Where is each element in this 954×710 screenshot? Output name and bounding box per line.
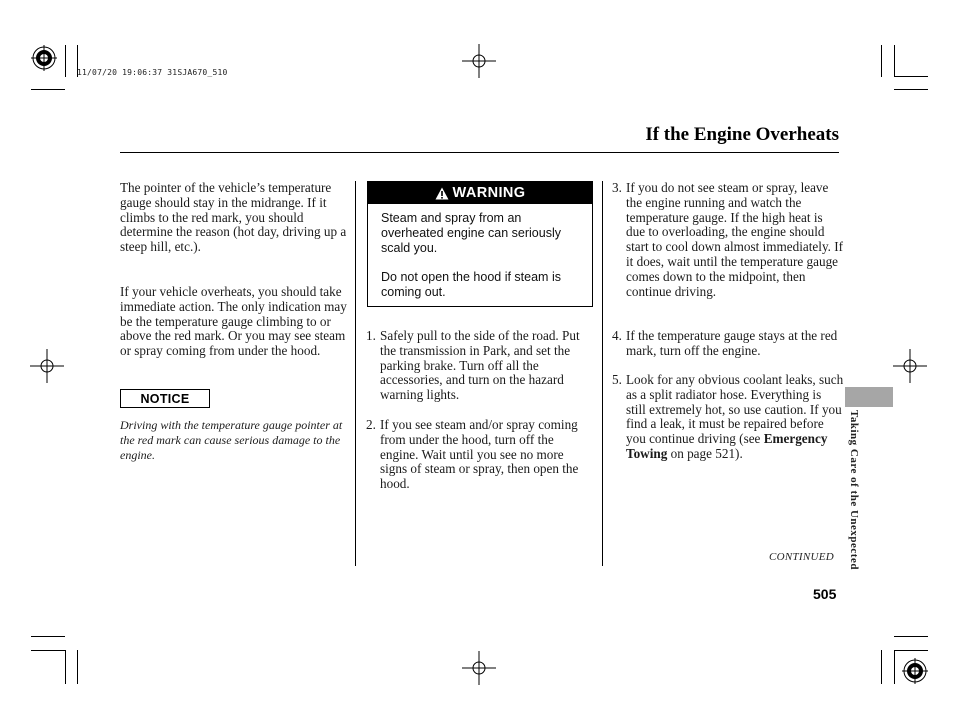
section-tab [845,387,893,407]
step-number: 3. [612,180,622,195]
warning-line: Steam and spray from an overheated engine can seriously scald you. [381,211,561,255]
print-stamp: 11/07/20 19:06:37 31SJA670_510 [77,68,228,77]
registration-target-icon [31,45,57,71]
notice-text: Driving with the temperature gauge pointer at the red mark can cause serious damage to the engine. [120,418,343,462]
cross-reference-link[interactable]: Emergency Towing [626,431,828,461]
list-item [366,329,592,403]
list-item [366,418,592,492]
step-number: 1. [366,328,376,343]
step-number: 4. [612,328,622,343]
crosshair-icon [462,651,496,685]
intro-paragraph: The pointer of the vehicle’s temperature gauge should stay in the midrange. If it climbs to the red mark, you should determine the reason (hot day, driving up a steep hill, etc.). [120,180,347,255]
step-text: If you do not see steam or spray, leave the engine running and watch the temperature gauge. If the high heat is due to overloading, the engine should start to cool down almost immediately. If it does, wait until the temperature gauge comes down to the midpoint, then continue driving. [626,180,844,299]
notice-label: NOTICE [140,391,190,406]
list-item [612,373,844,462]
warning-line: Do not open the hood if steam is coming out. [381,270,561,300]
step-text: If the temperature gauge stays at the red mark, turn off the engine. [626,328,838,358]
warning-triangle-icon [435,187,449,200]
list-item [612,329,844,359]
title-divider [120,152,839,153]
step-text-part: Look for any obvious coolant leaks, such as a split radiator hose. Everything is still extremely hot, so use caution. If you find a leak, it must be repaired before you continue driving (see [626,372,844,447]
registration-target-icon [902,658,928,684]
crosshair-icon [893,349,927,383]
warning-box [367,181,593,307]
warning-body [368,204,592,300]
crosshair-icon [30,349,64,383]
step-text: Safely pull to the side of the road. Put the transmission in Park, and set the parking brake. Turn off all the accessories, and turn on the hazard warning lights. [380,328,580,403]
page-number: 505 [813,586,837,602]
column-divider [602,181,603,566]
step-text-part: on page 521). [667,445,743,461]
page-title: If the Engine Overheats [645,124,839,145]
list-item [612,181,844,299]
step-text [626,373,844,462]
step-number: 5. [612,372,622,387]
continued-label: CONTINUED [769,551,835,563]
step-number: 2. [366,417,376,432]
notice-badge [120,389,210,408]
warning-header [368,182,592,204]
section-label: Taking Care of the Unexpected [848,410,860,570]
column-divider [355,181,356,566]
warning-label: WARNING [452,185,526,201]
crosshair-icon [462,44,496,78]
action-paragraph: If your vehicle overheats, you should take immediate action. The only indication may be the temperature gauge climbing to or above the red mark. Or you may see steam or spray coming from under the hood. [120,284,347,359]
step-text: If you see steam and/or spray coming from under the hood, turn off the engine. Wait until you see no more signs of steam or spray, then open the hood. [380,417,579,492]
